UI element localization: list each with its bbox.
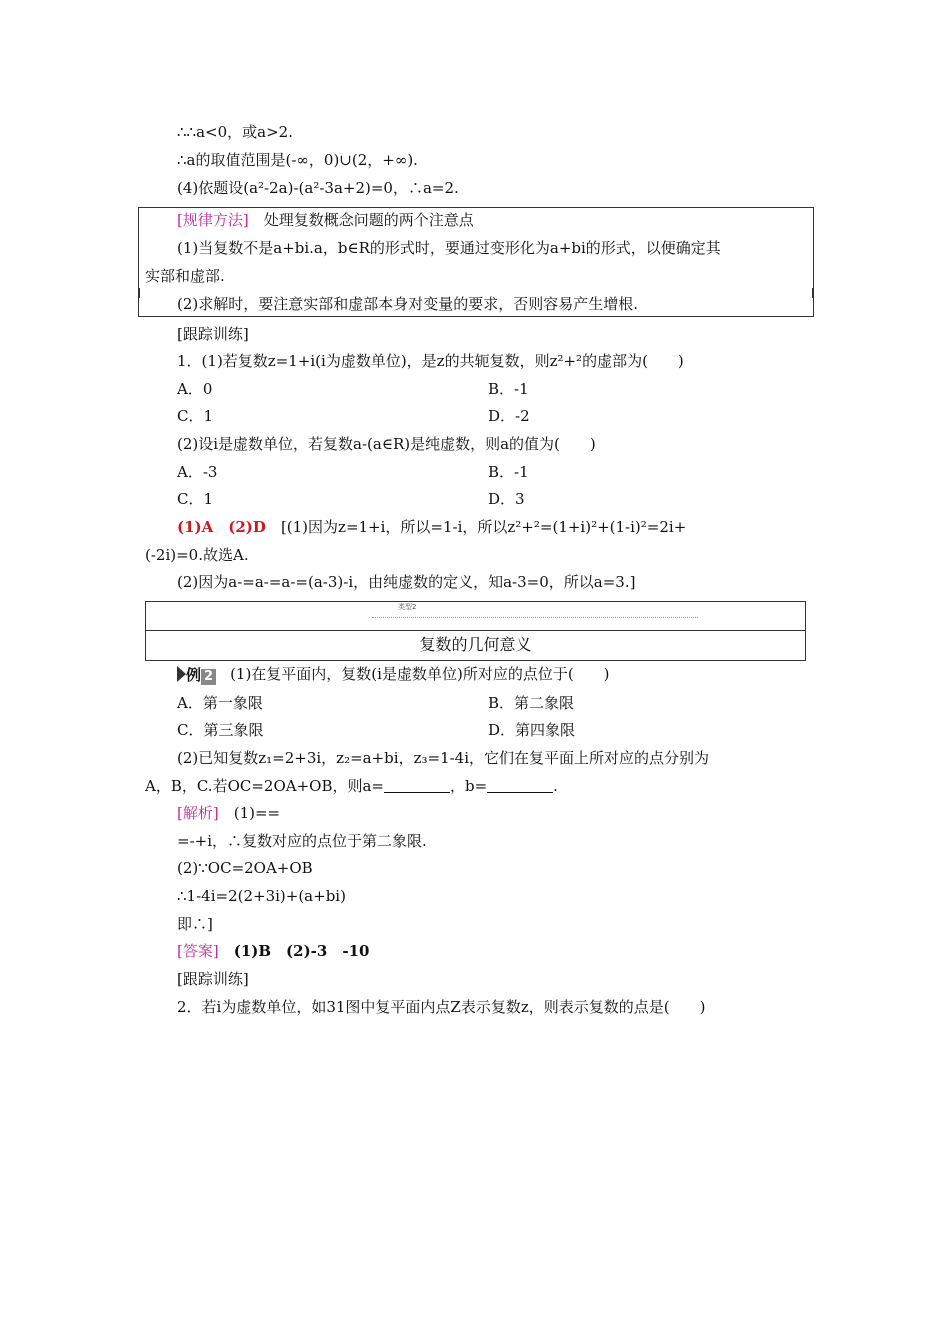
- analysis-tag: [解析]: [177, 804, 219, 822]
- solution-1-text: [(1)因为z=1+i，所以=1-i，所以z²+²=(1+i)²+(1-i)²=2i+: [280, 518, 687, 536]
- section-tag: 类型2: [398, 603, 417, 611]
- rule-point-1b: 实部和虚部.: [145, 267, 225, 285]
- ex2-option-b: B．第二象限: [488, 694, 575, 712]
- line-a-range: ∴a的取值范围是(-∞，0)∪(2，+∞).: [177, 151, 418, 169]
- analysis-line-5: 即∴]: [177, 915, 213, 933]
- answer-text: (1)B (2)-3 -10: [233, 942, 370, 960]
- analysis-line-1: [177, 803, 280, 823]
- section-header-box: [145, 601, 806, 661]
- q1-1-option-b: B．-1: [488, 380, 529, 398]
- q1-1-option-a: A．0: [177, 380, 213, 398]
- q1-1-option-c: C．1: [177, 407, 214, 425]
- q1-1-option-d: D．-2: [488, 407, 530, 425]
- rule-point-1a: (1)当复数不是a+bi.a，b∈R的形式时，要通过变形化为a+bi的形式，以便确定其: [177, 239, 721, 257]
- q1-2-option-d: D．3: [488, 490, 525, 508]
- training-label-2: [跟踪训练]: [177, 970, 249, 988]
- ex2-option-c: C．第三象限: [177, 721, 264, 739]
- section-tag-line: [372, 605, 698, 618]
- triangle-icon: [177, 666, 186, 682]
- section-divider: [146, 630, 805, 631]
- example-2-question-2b: [145, 776, 558, 796]
- rule-method-header: [177, 210, 474, 230]
- analysis-text-1: (1)==: [233, 804, 281, 822]
- rule-method-tag: [规律方法]: [177, 211, 249, 229]
- rule-point-2: (2)求解时，要注意实部和虚部本身对变量的要求，否则容易产生增根.: [177, 295, 639, 313]
- blank-a: [384, 778, 450, 793]
- solution-1-line2: (-2i)=0.故选A.: [145, 546, 249, 564]
- q1-2-option-a: A．-3: [177, 463, 218, 481]
- blank-b: [487, 778, 553, 793]
- answer-1: (1)A (2)D: [177, 518, 266, 536]
- answer-line: [177, 941, 369, 961]
- question-1-2: (2)设i是虚数单位，若复数a-(a∈R)是纯虚数，则a的值为( ): [177, 435, 596, 453]
- example-badge-text: 例: [186, 666, 202, 684]
- q1-2-option-b: B．-1: [488, 463, 529, 481]
- ex2-option-d: D．第四象限: [488, 721, 576, 739]
- analysis-line-4: ∴1-4i=2(2+3i)+(a+bi): [177, 887, 346, 905]
- line-part4: (4)依题设(a²-2a)-(a²-3a+2)=0，∴a=2.: [177, 179, 459, 197]
- ex2-q2b-end: .: [553, 777, 558, 795]
- training-label-1: [跟踪训练]: [177, 325, 249, 343]
- ex2-q2b-pre: A，B，C.若OC=2OA+OB，则a=: [145, 777, 384, 795]
- line-a-range-cond: ∴∴a<0，或a>2.: [177, 123, 293, 141]
- solution-2-line: (2)因为a-=a-=a-=(a-3)-i，由纯虚数的定义，知a-3=0，所以a=3.]: [177, 573, 636, 591]
- ex2-option-a: A．第一象限: [177, 694, 263, 712]
- ex2-q2b-mid: ，b=: [449, 777, 488, 795]
- analysis-line-3: (2)∵OC=2OA+OB: [177, 859, 313, 877]
- q1-2-option-c: C．1: [177, 490, 214, 508]
- example-2-q1-text: (1)在复平面内，复数(i是虚数单位)所对应的点位于( ): [230, 665, 610, 683]
- question-1-1: 1．(1)若复数z=1+i(i为虚数单位)，是z的共轭复数，则z²+²的虚部为( ): [177, 352, 684, 370]
- analysis-line-2: =-+i，∴复数对应的点位于第二象限.: [177, 832, 427, 850]
- example-2-question-2a: (2)已知复数z₁=2+3i，z₂=a+bi，z₃=1-4i，它们在复平面上所对应的点分别为: [177, 749, 710, 767]
- answer-tag: [答案]: [177, 942, 219, 960]
- example-2-question-1: [177, 664, 610, 684]
- section-title: 复数的几何意义: [419, 635, 532, 654]
- solution-1-line1: [177, 517, 686, 537]
- question-2: 2．若i为虚数单位，如31图中复平面内点Z表示复数z，则表示复数的点是( ): [177, 998, 706, 1016]
- example-badge: [177, 665, 216, 685]
- example-badge-number: 2: [201, 669, 216, 685]
- rule-method-heading: 处理复数概念问题的两个注意点: [263, 211, 474, 229]
